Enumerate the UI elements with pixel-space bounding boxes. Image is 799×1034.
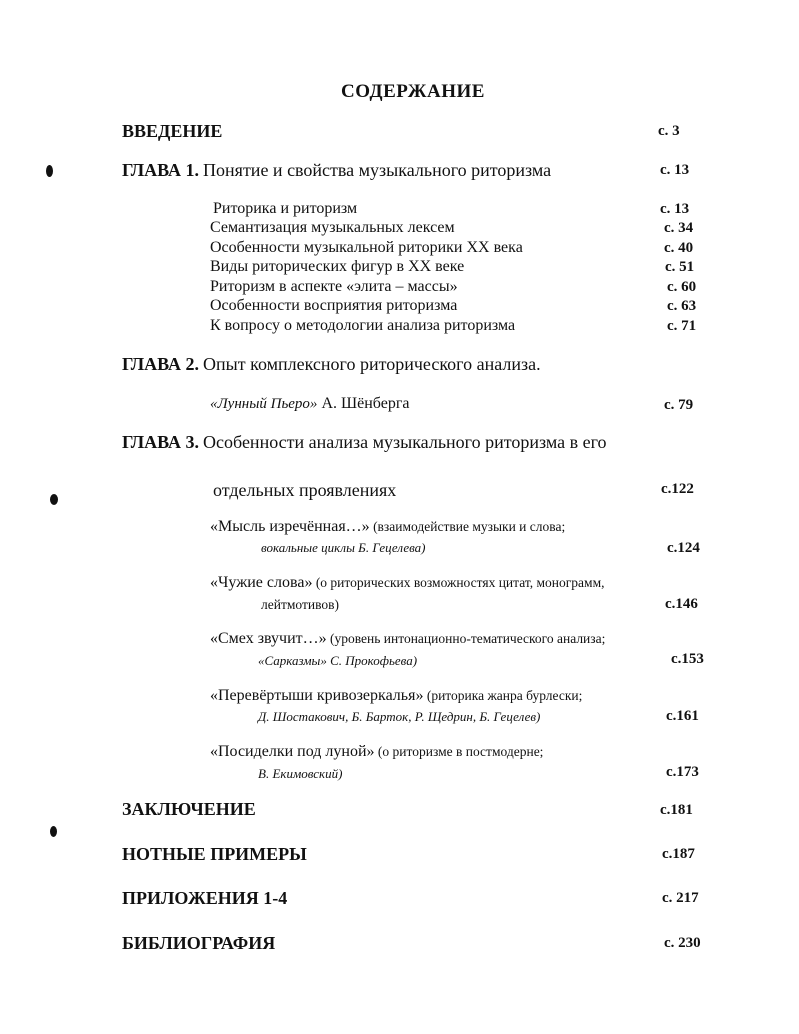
toc-ch3-heading [122,433,607,452]
toc-ch1-item-3-page: с. 40 [664,240,694,256]
toc-ch3-title: Особенности анализа музыкального риторизма в его [203,432,607,452]
toc-ch3-item-1 [210,519,565,535]
toc-examples-label: НОТНЫЕ ПРИМЕРЫ [122,844,307,864]
scan-mark-top [46,165,53,177]
toc-ch2-author: А. Шёнберга [317,395,410,412]
toc-biblio-page: с. 230 [664,935,701,951]
toc-ch3-item-1-rest: (взаимодействие музыки и слова; [369,519,566,534]
toc-ch3-item-5-note: В. Екимовский) [258,766,343,781]
toc-ch1-title: Понятие и свойства музыкального риторизма [203,160,552,180]
toc-ch2-work: «Лунный Пьеро» [210,396,318,412]
toc-ch3-item-4-note: Д. Шостакович, Б. Барток, Р. Щедрин, Б. Гецелев) [258,709,541,724]
toc-ch3-item-4-rest: (риторика жанра бурлески; [423,688,583,703]
toc-ch3-item-3-page: с.153 [671,651,704,667]
toc-ch3-item-2-page: с.146 [665,596,698,612]
toc-ch1-item-4: Виды риторических фигур в XX веке [210,258,465,275]
toc-title: СОДЕРЖАНИЕ [341,81,485,102]
toc-ch3-item-3 [210,631,605,647]
scan-mark-bottom [50,826,57,837]
toc-ch1-item-6: Особенности восприятия риторизма [210,297,458,314]
toc-ch3-item-1-main: «Мысль изречённая…» [210,518,370,535]
toc-examples-page: с.187 [662,846,695,862]
toc-ch1-label: ГЛАВА 1. [122,160,200,180]
toc-ch3-item-5-main: «Посиделки под луной» [210,743,375,760]
toc-ch3-label: ГЛАВА 3. [122,432,200,452]
toc-ch3-page: с.122 [661,481,694,497]
toc-ch1-item-6-page: с. 63 [667,298,697,314]
toc-ch3-item-2-note: лейтмотивов) [261,597,339,612]
toc-ch1-item-3: Особенности музыкальной риторики XX века [210,239,523,256]
toc-ch1-item-5-page: с. 60 [667,279,697,295]
toc-appendix-page: с. 217 [662,890,699,906]
toc-ch3-item-5-rest: (о риторизме в постмодерне; [374,744,544,759]
toc-ch1-item-2: Семантизация музыкальных лексем [210,219,455,236]
toc-conclusion-label: ЗАКЛЮЧЕНИЕ [122,799,256,819]
toc-ch1-heading [122,161,551,180]
toc-ch1-item-4-page: с. 51 [665,259,695,275]
toc-ch3-item-1-page: с.124 [667,540,700,556]
toc-ch1-item-2-page: с. 34 [664,220,694,236]
toc-ch3-item-2-main: «Чужие слова» [210,574,313,591]
scan-mark-middle [50,494,58,505]
toc-ch3-item-1-note: вокальные циклы Б. Гецелева) [261,540,426,555]
toc-ch3-item-4 [210,688,582,704]
toc-ch2-page: с. 79 [664,397,694,413]
toc-intro-label: ВВЕДЕНИЕ [122,121,223,141]
toc-ch3-item-5-page: с.173 [666,764,699,780]
toc-appendix-label: ПРИЛОЖЕНИЯ 1-4 [122,888,288,908]
toc-biblio-label: БИБЛИОГРАФИЯ [122,933,276,953]
toc-ch1-item-5: Риторизм в аспекте «элита – массы» [210,278,458,295]
toc-ch1-item-7-page: с. 71 [667,318,697,334]
toc-ch1-item-1-page: с. 13 [660,201,690,217]
toc-ch3-item-2-rest: (о риторических возможностях цитат, монограмм, [312,575,605,590]
toc-intro-page: с. 3 [658,123,680,139]
toc-ch3-title-cont: отдельных проявлениях [213,480,397,500]
toc-ch1-item-7: К вопросу о методологии анализа риторизма [210,317,516,334]
toc-ch2-title: Опыт комплексного риторического анализа. [203,354,541,374]
toc-ch3-item-5 [210,744,543,760]
toc-ch2-heading [122,355,541,374]
toc-ch3-item-3-note: «Сарказмы» С. Прокофьева) [258,653,418,668]
toc-ch1-item-1: Риторика и риторизм [213,200,358,217]
toc-ch2-label: ГЛАВА 2. [122,354,200,374]
toc-ch3-item-3-rest: (уровень интонационно-тематического анализа; [326,631,606,646]
toc-ch3-item-3-main: «Смех звучит…» [210,630,327,647]
toc-ch2-subtitle [210,396,410,412]
toc-ch3-item-4-page: с.161 [666,708,699,724]
toc-ch1-page: с. 13 [660,162,690,178]
toc-ch3-item-4-main: «Перевёртыши кривозеркалья» [210,687,424,704]
toc-conclusion-page: с.181 [660,802,693,818]
toc-ch3-item-2 [210,575,605,591]
